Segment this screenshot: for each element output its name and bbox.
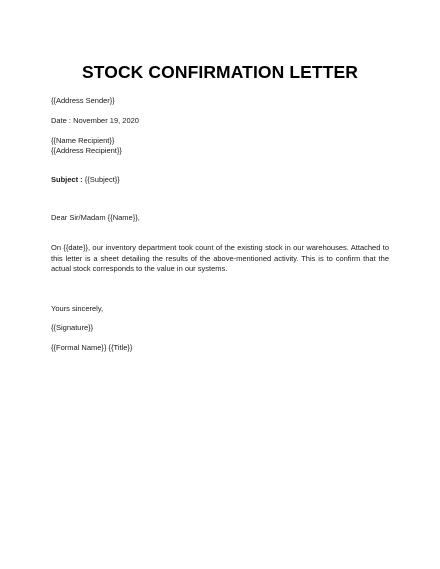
body-paragraph: On {{date}}, our inventory department took count of the existing stock in our warehouses. Attached to this letter is a sheet detailing the results of the above-mentioned activity. This is to confirm that the actual stock corresponds to the value in our systems. xyxy=(51,243,389,273)
subject-line xyxy=(51,175,120,185)
address-sender: {{Address Sender}} xyxy=(51,96,115,105)
name-recipient: {{Name Recipient}} xyxy=(51,136,115,145)
document-title: STOCK CONFIRMATION LETTER xyxy=(81,62,358,82)
formal-name-title: {{Formal Name}} {{Title}} xyxy=(51,343,133,352)
subject-label: Subject : xyxy=(51,175,83,184)
signature: {{Signature}} xyxy=(51,323,94,332)
closing: Yours sincerely, xyxy=(51,304,104,313)
letter-date: Date : November 19, 2020 xyxy=(51,116,139,125)
subject-value: {{Subject}} xyxy=(82,175,120,184)
salutation: Dear Sir/Madam {{Name}}, xyxy=(51,213,140,222)
address-recipient: {{Address Recipient}} xyxy=(51,146,122,155)
